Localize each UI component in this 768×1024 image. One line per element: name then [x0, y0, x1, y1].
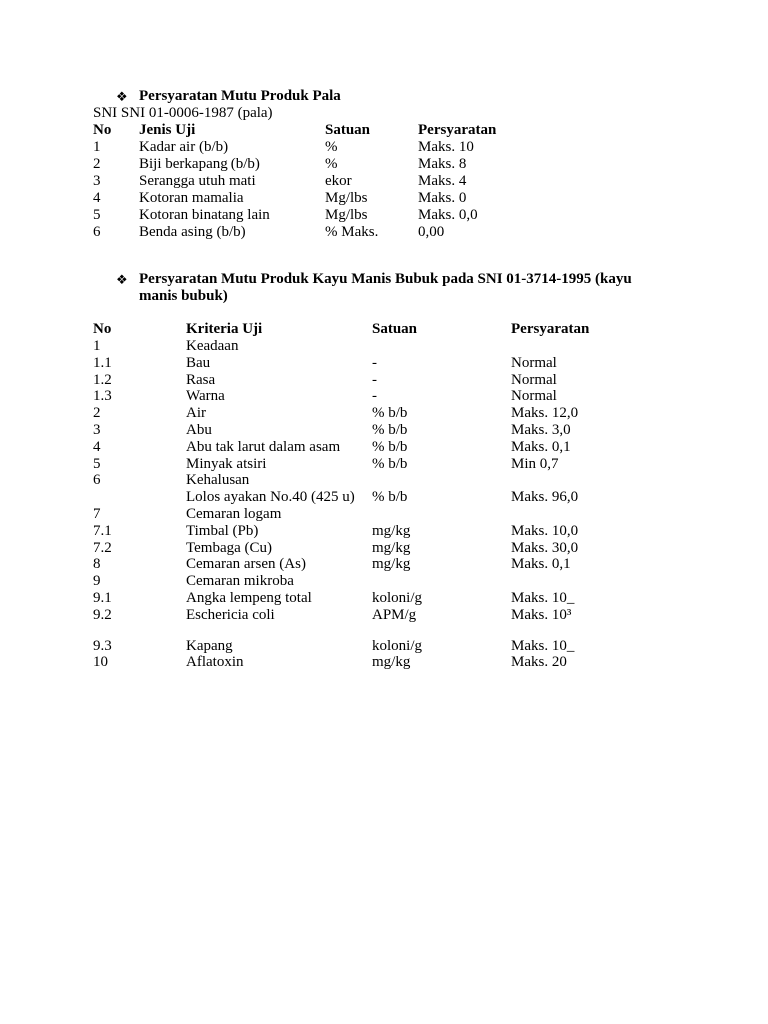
cell-test: Warna	[186, 388, 225, 405]
cell-unit: koloni/g	[372, 637, 423, 654]
cell-test: Benda asing (b/b)	[139, 224, 246, 240]
cell-no: 2	[93, 405, 101, 422]
cell-requirement: Normal	[511, 388, 557, 405]
table-row	[0, 422, 768, 439]
diamond-bullet-icon: ❖	[116, 89, 128, 104]
cell-unit: mg/kg	[372, 522, 411, 539]
cell-test: Cemaran logam	[186, 506, 282, 522]
table-row	[0, 489, 768, 506]
table-row	[0, 456, 768, 473]
cell-unit: % Maks.	[325, 224, 379, 240]
cell-test: Eschericia coli	[186, 606, 275, 623]
cell-requirement: Maks. 10_	[511, 637, 575, 654]
table1-header-persyaratan: Persyaratan	[418, 122, 497, 138]
cell-requirement: Maks. 0,1	[511, 438, 571, 455]
cell-no: 5	[93, 207, 101, 223]
cell-test: Kapang	[186, 637, 233, 654]
cell-test: Minyak atsiri	[186, 455, 267, 472]
section2-title-line2: manis bubuk)	[139, 288, 228, 304]
table-row	[0, 540, 768, 557]
cell-requirement: Maks. 0	[418, 190, 467, 206]
cell-no: 4	[93, 438, 101, 455]
cell-unit: mg/kg	[372, 539, 411, 556]
cell-test: Air	[186, 405, 206, 422]
cell-unit: %	[325, 156, 338, 172]
cell-no: 1.3	[93, 388, 112, 405]
table1-header-jenis-uji: Jenis Uji	[139, 122, 196, 138]
cell-test: Aflatoxin	[186, 654, 244, 671]
table2-header-persyaratan: Persyaratan	[511, 321, 590, 337]
cell-test: Biji berkapang (b/b)	[139, 156, 260, 172]
cell-unit: APM/g	[372, 606, 417, 623]
section1-subtitle: SNI SNI 01-0006-1987 (pala)	[93, 105, 273, 121]
cell-no: 1	[93, 338, 101, 354]
cell-requirement: Maks. 10,0	[511, 522, 579, 539]
table-row	[0, 156, 768, 173]
table-row	[0, 506, 768, 523]
cell-test: Abu	[186, 422, 212, 438]
cell-no: 7	[93, 506, 101, 522]
cell-no: 1.2	[93, 371, 112, 388]
table-row	[0, 573, 768, 590]
cell-test: Cemaran arsen (As)	[186, 556, 306, 573]
cell-no: 7.1	[93, 522, 112, 539]
table-row	[0, 439, 768, 456]
cell-requirement: Maks. 96,0	[511, 489, 579, 506]
cell-no: 3	[93, 173, 101, 189]
table1-header-satuan: Satuan	[325, 122, 371, 138]
cell-requirement: Maks. 0,0	[418, 207, 478, 223]
table2-header-no: No	[93, 321, 112, 337]
cell-no: 4	[93, 190, 101, 206]
cell-test: Tembaga (Cu)	[186, 539, 273, 556]
cell-no: 3	[93, 422, 101, 438]
cell-unit: -	[372, 371, 377, 388]
cell-unit: %	[325, 139, 338, 155]
cell-test: Kotoran binatang lain	[139, 207, 270, 223]
cell-test: Kadar air (b/b)	[139, 139, 229, 155]
table2-header-satuan: Satuan	[372, 321, 418, 337]
table-row	[0, 638, 768, 655]
cell-no: 1	[93, 139, 101, 155]
cell-requirement: Maks. 20	[511, 654, 567, 671]
table-row	[0, 173, 768, 190]
cell-unit: Mg/lbs	[325, 190, 368, 206]
table-row	[0, 139, 768, 156]
table-row	[0, 472, 768, 489]
table-row	[0, 607, 768, 624]
cell-no: 7.2	[93, 539, 112, 556]
cell-requirement: Maks. 10	[418, 139, 474, 155]
section1-title: Persyaratan Mutu Produk Pala	[139, 88, 341, 104]
cell-unit: % b/b	[372, 455, 408, 472]
cell-test: Serangga utuh mati	[139, 173, 256, 189]
table1-header-no: No	[93, 122, 112, 138]
table2-header	[0, 321, 768, 338]
diamond-bullet-icon: ❖	[116, 272, 128, 287]
cell-unit: % b/b	[372, 422, 408, 438]
cell-unit: Mg/lbs	[325, 207, 368, 223]
table-row	[0, 372, 768, 389]
cell-test: Kotoran mamalia	[139, 190, 244, 206]
cell-no: 6	[93, 472, 101, 489]
cell-test: Timbal (Pb)	[186, 522, 259, 539]
cell-unit: -	[372, 354, 377, 371]
cell-test: Keadaan	[186, 338, 239, 354]
table-row	[0, 388, 768, 405]
cell-unit: mg/kg	[372, 556, 411, 573]
cell-no: 1.1	[93, 354, 112, 371]
cell-test: Rasa	[186, 371, 216, 388]
table-row	[0, 355, 768, 372]
cell-no: 9.1	[93, 590, 112, 606]
cell-no: 5	[93, 455, 101, 472]
table-row	[0, 190, 768, 207]
cell-no: 9.3	[93, 637, 112, 654]
table-row	[0, 590, 768, 607]
cell-requirement: Maks. 10_	[511, 590, 575, 606]
table-row	[0, 224, 768, 241]
cell-requirement: Normal	[511, 354, 557, 371]
cell-requirement: Maks. 8	[418, 156, 467, 172]
cell-no: 2	[93, 156, 101, 172]
cell-requirement: Normal	[511, 371, 557, 388]
cell-no: 8	[93, 556, 101, 573]
cell-unit: % b/b	[372, 438, 408, 455]
cell-test: Angka lempeng total	[186, 590, 312, 606]
table-row	[0, 338, 768, 355]
table-row	[0, 556, 768, 573]
cell-test: Kehalusan	[186, 472, 250, 489]
cell-unit: mg/kg	[372, 654, 411, 671]
cell-unit: koloni/g	[372, 590, 423, 606]
cell-no: 6	[93, 224, 101, 240]
cell-unit: -	[372, 388, 377, 405]
cell-unit: % b/b	[372, 489, 408, 506]
cell-test: Cemaran mikroba	[186, 573, 294, 590]
cell-unit: ekor	[325, 173, 352, 189]
cell-requirement: Maks. 10³	[511, 606, 572, 623]
cell-test: Lolos ayakan No.40 (425 u)	[186, 489, 355, 506]
cell-no: 10	[93, 654, 108, 671]
cell-test: Abu tak larut dalam asam	[186, 438, 341, 455]
table2-header-kriteria-uji: Kriteria Uji	[186, 321, 263, 337]
cell-requirement: Min 0,7	[511, 455, 559, 472]
cell-no: 9	[93, 573, 101, 590]
table-row	[0, 207, 768, 224]
cell-no: 9.2	[93, 606, 112, 623]
table1-header	[0, 122, 768, 139]
table-row	[0, 654, 768, 671]
cell-requirement: Maks. 4	[418, 173, 467, 189]
cell-requirement: Maks. 3,0	[511, 422, 571, 438]
cell-requirement: Maks. 12,0	[511, 405, 579, 422]
table-row	[0, 523, 768, 540]
cell-test: Bau	[186, 354, 211, 371]
cell-unit: % b/b	[372, 405, 408, 422]
cell-requirement: Maks. 30,0	[511, 539, 579, 556]
cell-requirement: Maks. 0,1	[511, 556, 571, 573]
cell-requirement: 0,00	[418, 224, 445, 240]
table-row	[0, 405, 768, 422]
section2-title-line1: Persyaratan Mutu Produk Kayu Manis Bubuk pada SNI 01-3714-1995 (kayu	[139, 271, 632, 287]
